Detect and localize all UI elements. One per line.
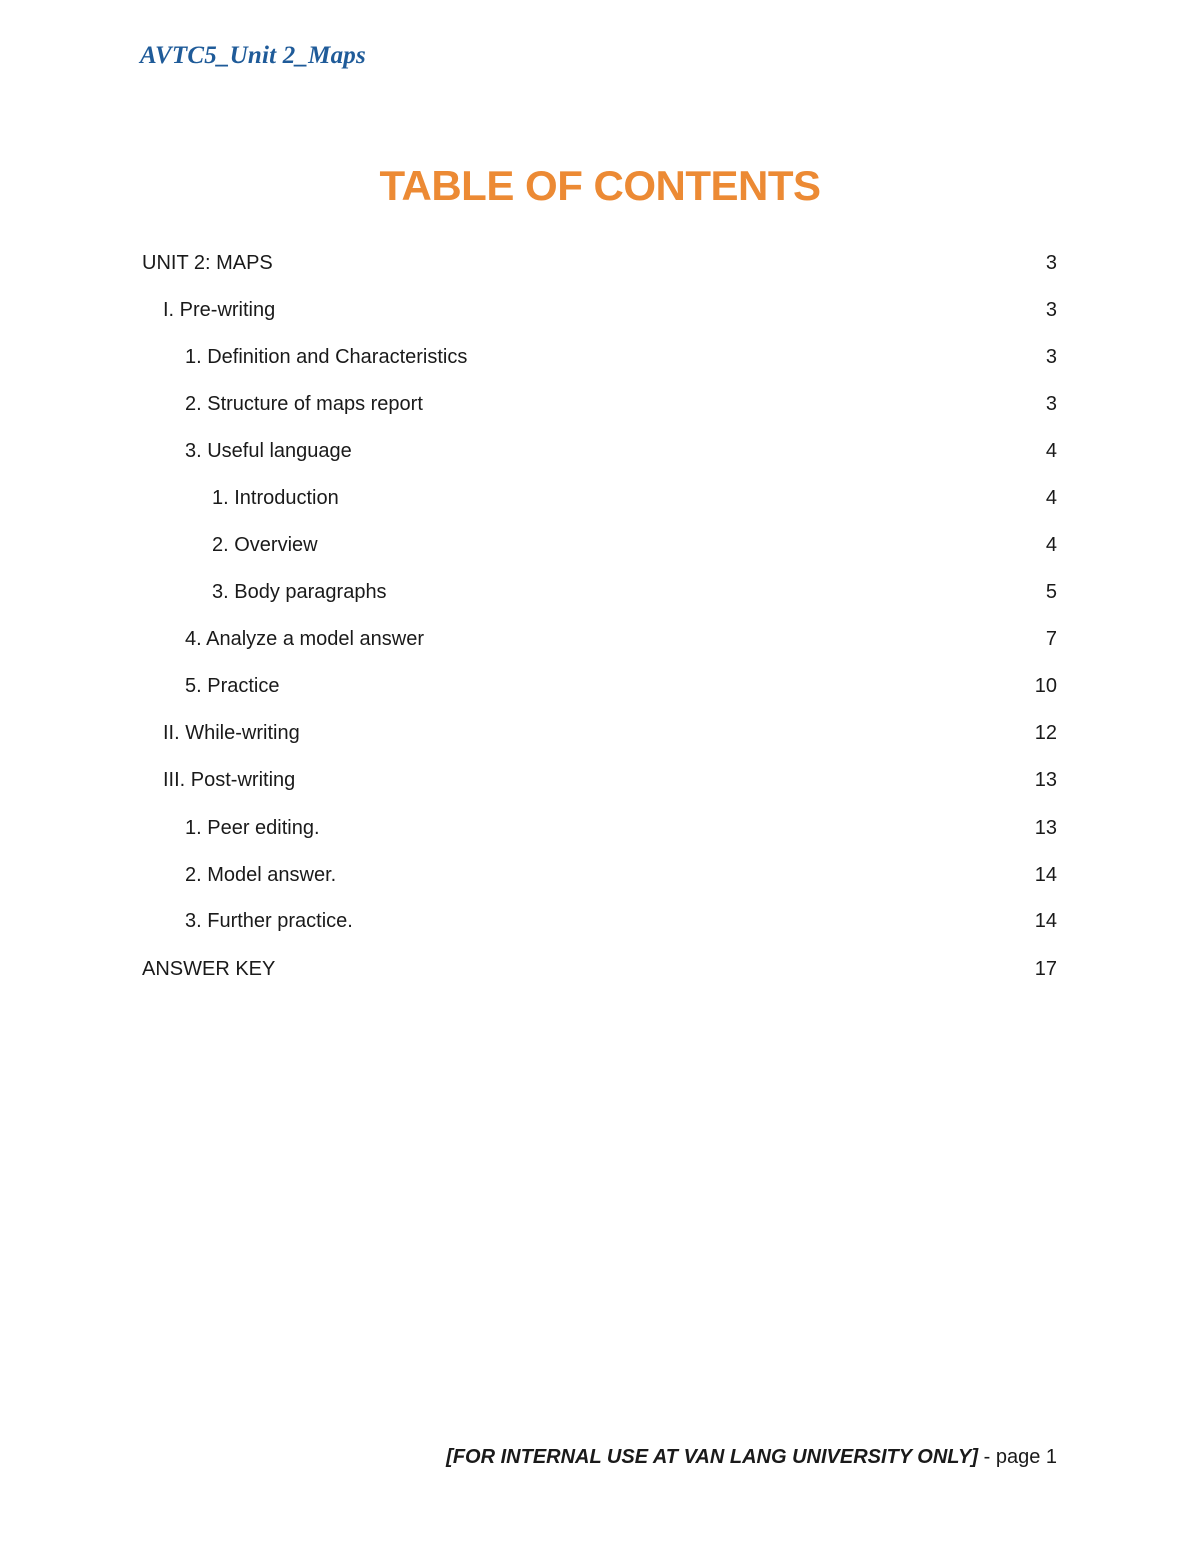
toc-entry-page: 14 bbox=[1034, 864, 1057, 886]
toc-entry-page: 5 bbox=[1045, 581, 1057, 603]
toc-entry-page: 17 bbox=[1034, 958, 1057, 980]
toc-entry-page: 4 bbox=[1045, 487, 1057, 509]
footer-page-number: page 1 bbox=[995, 1446, 1057, 1468]
toc-entry-page: 13 bbox=[1034, 769, 1057, 791]
toc-entry-label: 4. Analyze a model answer bbox=[185, 628, 425, 650]
toc-entry[interactable] bbox=[0, 440, 1200, 470]
toc-entry[interactable] bbox=[0, 393, 1200, 423]
toc-entry-label: ANSWER KEY bbox=[142, 958, 276, 980]
toc-entry-page: 3 bbox=[1045, 393, 1057, 415]
toc-entry-page: 3 bbox=[1045, 346, 1057, 368]
toc-entry-label: 3. Useful language bbox=[185, 440, 352, 462]
toc-entry[interactable] bbox=[0, 252, 1200, 282]
toc-entry-page: 10 bbox=[1034, 675, 1057, 697]
toc-entry[interactable] bbox=[0, 722, 1200, 752]
toc-entry[interactable] bbox=[0, 487, 1200, 517]
toc-entry-page: 13 bbox=[1034, 817, 1057, 839]
toc-entry-label: 3. Body paragraphs bbox=[212, 581, 387, 603]
toc-entry[interactable] bbox=[0, 769, 1200, 799]
toc-heading: TABLE OF CONTENTS bbox=[379, 162, 821, 209]
toc-entry[interactable] bbox=[0, 910, 1200, 940]
toc-entry-page: 12 bbox=[1034, 722, 1057, 744]
toc-entry-page: 4 bbox=[1045, 440, 1057, 462]
toc-entry-page: 14 bbox=[1034, 910, 1057, 932]
toc-entry-label: 3. Further practice. bbox=[185, 910, 353, 932]
toc-entry-label: I. Pre-writing bbox=[163, 299, 276, 321]
toc-entry-page: 3 bbox=[1045, 299, 1057, 321]
toc-entry[interactable] bbox=[0, 534, 1200, 564]
document-header-title: AVTC5_Unit 2_Maps bbox=[140, 42, 366, 69]
toc-entry[interactable] bbox=[0, 346, 1200, 376]
toc-entry-page: 4 bbox=[1045, 534, 1057, 556]
toc-entry[interactable] bbox=[0, 299, 1200, 329]
toc-entry-label: 1. Definition and Characteristics bbox=[185, 346, 468, 368]
toc-entry-label: II. While-writing bbox=[163, 722, 300, 744]
toc-entry-label: UNIT 2: MAPS bbox=[142, 252, 273, 274]
toc-entry-label: 2. Model answer. bbox=[185, 864, 337, 886]
page-footer bbox=[446, 1446, 1057, 1469]
footer-internal-use-note: [FOR INTERNAL USE AT VAN LANG UNIVERSITY ONLY] bbox=[446, 1446, 979, 1468]
footer-separator: - bbox=[978, 1446, 996, 1468]
toc-entry[interactable] bbox=[0, 817, 1200, 847]
toc-entry[interactable] bbox=[0, 581, 1200, 611]
toc-entry-page: 3 bbox=[1045, 252, 1057, 274]
toc-entry[interactable] bbox=[0, 628, 1200, 658]
toc-entry-label: 5. Practice bbox=[185, 675, 280, 697]
toc-entry[interactable] bbox=[0, 958, 1200, 988]
toc-entry-page: 7 bbox=[1045, 628, 1057, 650]
toc-entry-label: 1. Peer editing. bbox=[185, 817, 320, 839]
toc-entry-label: 2. Structure of maps report bbox=[185, 393, 423, 415]
toc-entry-label: 1. Introduction bbox=[212, 487, 339, 509]
toc-entry-label: III. Post-writing bbox=[163, 769, 296, 791]
toc-entry-label: 2. Overview bbox=[212, 534, 318, 556]
toc-entry[interactable] bbox=[0, 864, 1200, 894]
toc-entry[interactable] bbox=[0, 675, 1200, 705]
